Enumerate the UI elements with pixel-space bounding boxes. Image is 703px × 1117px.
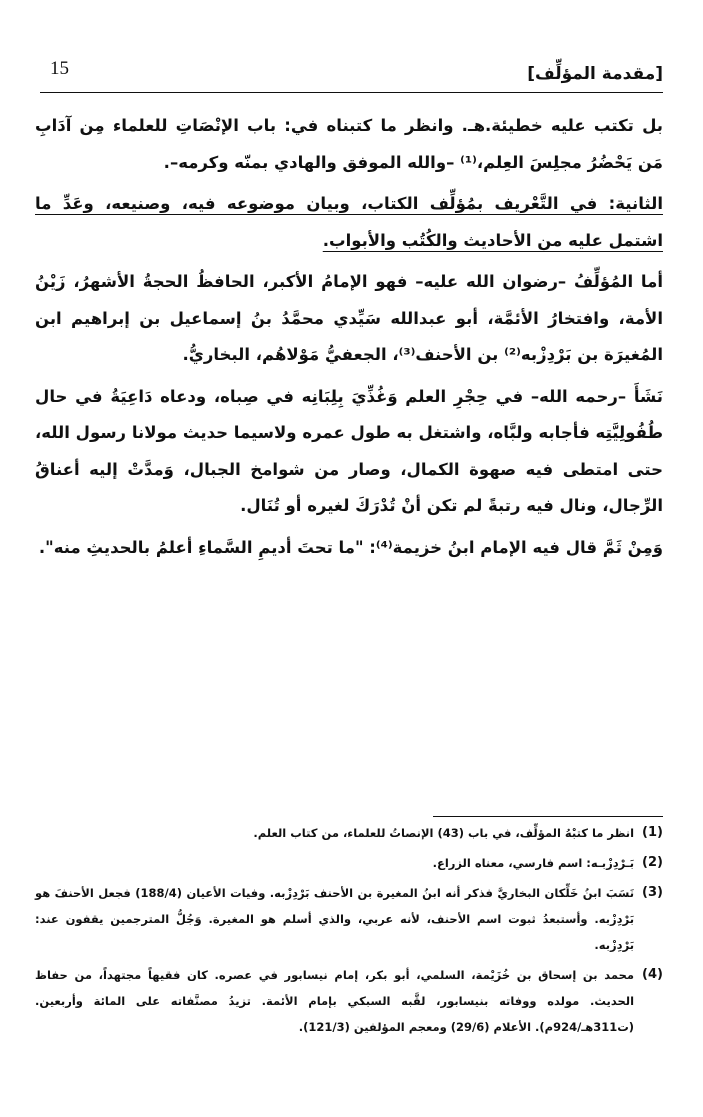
paragraph-3: نَشَأَ –رحمه الله– في حِجْرِ العلم وَغُذِّيَ بِلِبَانِه في صِباه، ودعاه دَاعِيَةُ في حال طُفُولِيَّتِه فأجابه ولبَّاه، واشتغل به طول عمره ولاسيما حديث مولانا رسول الله، حتى امتطى فيه صهوة الكمال، وصار من شوامخ الجبال، وَمدَّتْ إليه أعناقُ الرِّجال، ونال فيه رتبةً لم تكن أنْ تُدْرَكَ لغيره أو تُنَال. bbox=[35, 386, 663, 515]
main-text bbox=[35, 108, 663, 571]
footnote-text: بَـرْدِزْبـه: اسم فارسي، معناه الزراع. bbox=[432, 856, 635, 870]
footnote-number: (2) bbox=[642, 855, 663, 870]
footnote-4 bbox=[35, 962, 663, 1040]
paragraph-2: أما المُؤلِّفُ –رضوان الله عليه– فهو الإمامُ الأكبر، الحافظُ الحجةُ الأشهرُ، زَيْنُ الأمة، وافتخارُ الأئمَّة، أبو عبدالله سَيِّدي محمَّدُ بنُ إسماعيل بن إبراهيم ابن المُغيرَة بن بَرْدِزْبه⁽²⁾ بن الأحنف⁽³⁾، الجعفيُّ مَوْلاهُم، البخاريُّ. bbox=[35, 272, 663, 364]
footnote-divider bbox=[433, 816, 663, 817]
footnote-2 bbox=[35, 850, 663, 876]
section-heading: الثانية: في التَّعْريف بمُؤلِّف الكتاب، وبيان موضوعه فيه، وصنيعه، وعَدِّ ما اشتمل عليه من الأحاديث والكُتُب والأبواب. bbox=[35, 194, 663, 250]
footnote-text: نَسَبَ ابنُ خَلِّكان البخاريَّ فذكر أنه ابنُ المغيرة بن الأحنف بَرْدِزْبه. وفيات الأعيان (188/4) فجعل الأحنفَ هو بَرْدِزْبه. وأستبعدُ ثبوت اسم الأحنف، لأنه عربي، والذي أسلم هو المغيرة. وَجُلُّ المترجمين يقفون عند: بَرْدِزْبه. bbox=[35, 886, 635, 952]
footnote-text: محمد بن إسحاق بن خُزَيْمة، السلمي، أبو بكر، إمام نيسابور في عصره. كان فقيهاً مجتهداً، من حفاظ الحديث. مولده ووفاته بنيسابور، لقَّبه السبكي بإمام الأئمة. تزيدُ مصنَّفاته على المائة وأربعين. (ت311هـ/924م). الأعلام (29/6) ومعجم المؤلفين (121/3). bbox=[35, 968, 635, 1034]
footnote-3 bbox=[35, 880, 663, 958]
page-header bbox=[40, 58, 663, 93]
footnote-number: (1) bbox=[642, 825, 663, 840]
footnote-number: (3) bbox=[642, 885, 663, 900]
paragraph-4: وَمِنْ ثَمَّ قال فيه الإمام ابنُ خزيمة⁽⁴⁾: "ما تحتَ أديمِ السَّماءِ أعلمُ بالحديثِ منه". bbox=[38, 537, 663, 557]
footnote-1 bbox=[35, 820, 663, 846]
footnotes bbox=[35, 820, 663, 1044]
running-head: [مقدمة المؤلِّف] bbox=[527, 64, 663, 84]
footnote-number: (4) bbox=[642, 967, 663, 982]
footnote-text: انظر ما كتبْهُ المؤلِّف، في باب (43) الإنصاتُ للعلماء، من كتاب العلم. bbox=[253, 826, 635, 840]
page-number: 15 bbox=[50, 58, 69, 79]
paragraph-1: بل تكتب عليه خطيئة.هـ. وانظر ما كتبناه في: باب الإنْصَاتِ للعلماء مِن آدَابِ مَن يَحْضُرُ مجلِسَ العِلم،⁽¹⁾ –والله الموفق والهادي بمنّه وكرمه–. bbox=[35, 116, 663, 172]
